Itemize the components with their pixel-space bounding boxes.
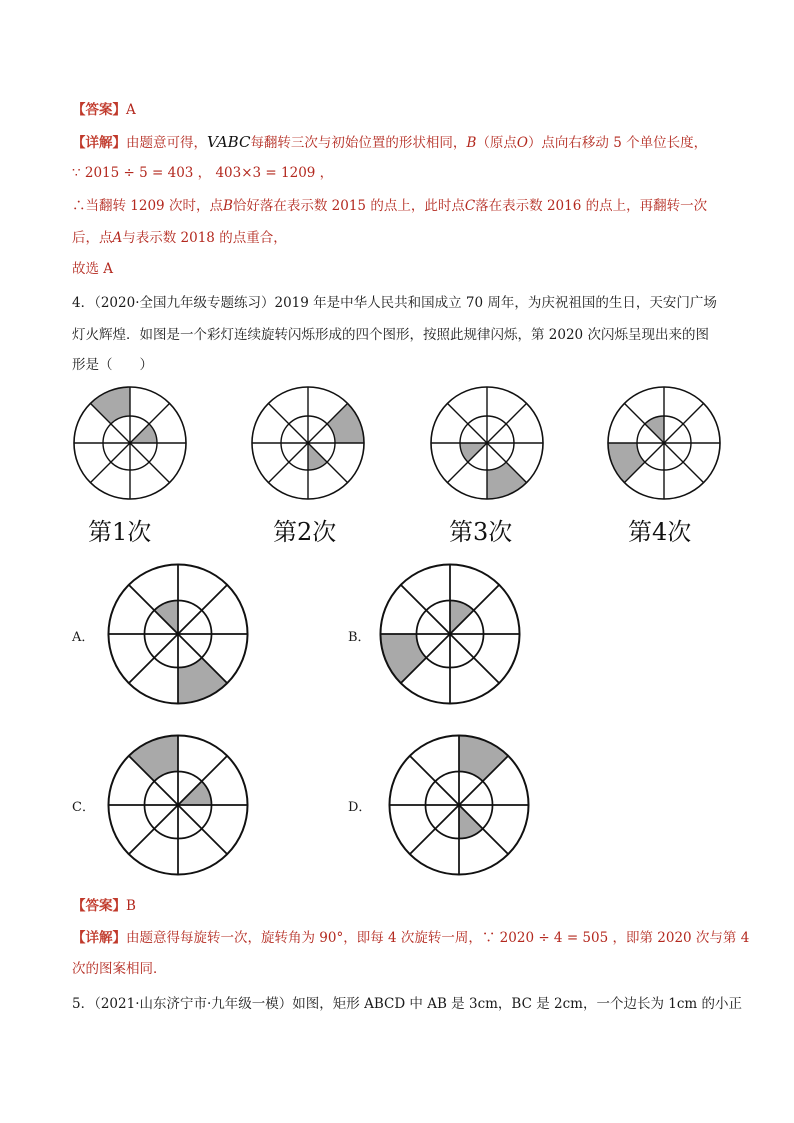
- detail-tag: 【详解】: [72, 135, 126, 151]
- option-c-label: C．: [72, 800, 95, 815]
- shaded-outer-sector: [487, 462, 527, 499]
- text: 由题意得每旋转一次，旋转角为 90°，即每 4 次旋转一周，∵ 2020 ÷ 4 = 505 ，即第 2020 次与第 4: [126, 930, 750, 946]
- option-d-wheel: [387, 733, 531, 877]
- text: ）点向右移动 5 个单位长度，: [527, 135, 708, 151]
- spoke-line: [129, 805, 178, 854]
- shaded-inner-sector: [178, 781, 212, 805]
- spoke-line: [664, 403, 704, 443]
- option-b-wheel: [378, 562, 522, 706]
- spoke-line: [664, 443, 704, 483]
- shaded-outer-sector: [90, 387, 130, 424]
- shaded-inner-sector: [645, 416, 664, 443]
- shaded-outer-sector: [380, 634, 426, 683]
- q3-detail-line-3: [72, 196, 707, 216]
- q3-detail-line-4: [72, 228, 287, 248]
- spoke-line: [401, 585, 450, 634]
- answer-value: B: [126, 898, 136, 914]
- triangle-abc: VABC: [207, 133, 251, 151]
- text: 与表示数 2018 的点重合，: [122, 230, 287, 246]
- answer-tag: 【答案】: [72, 102, 126, 118]
- spoke-line: [90, 443, 130, 483]
- text: 由题意可得，: [126, 135, 207, 151]
- text: ∴当翻转 1209 次时，点: [72, 198, 223, 214]
- shaded-inner-sector: [450, 600, 474, 634]
- q4-answer-line: [72, 896, 136, 916]
- spoke-line: [268, 443, 308, 483]
- shaded-outer-sector: [459, 735, 508, 781]
- shaded-outer-sector: [608, 443, 645, 483]
- q5-stem-line-1: 5．（2021·山东济宁市·九年级一模）如图，矩形 ABCD 中 AB 是 3cm，BC 是 2cm，一个边长为 1cm 的小正: [72, 996, 742, 1012]
- point-a: A: [112, 230, 123, 246]
- spoke-line: [129, 634, 178, 683]
- sequence-wheel-4: [606, 385, 722, 501]
- caption-3: 第3次: [449, 518, 513, 546]
- detail-tag: 【详解】: [72, 930, 126, 946]
- option-b-label: B．: [348, 630, 371, 645]
- spoke-line: [268, 403, 308, 443]
- spoke-line: [410, 805, 459, 854]
- sequence-wheel-2: [250, 385, 366, 501]
- spoke-line: [178, 585, 227, 634]
- shaded-inner-sector: [460, 443, 487, 462]
- text: 恰好落在表示数 2015 的点上，此时点: [232, 198, 465, 214]
- q3-answer-line: [72, 100, 136, 120]
- point-c: C: [464, 198, 476, 214]
- q4-stem-line-1: 4．（2020·全国九年级专题练习）2019 年是中华人民共和国成立 70 周年，为庆祝祖国的生日，天安门广场: [72, 295, 717, 311]
- caption-1: 第1次: [88, 518, 152, 546]
- caption-2: 第2次: [273, 518, 337, 546]
- text: 每翻转三次与初始位置的形状相同，: [250, 135, 467, 151]
- option-a-label: A．: [72, 630, 95, 645]
- shaded-outer-sector: [178, 658, 227, 704]
- text: 后，点: [72, 230, 113, 246]
- q4-stem-line-2: 灯火辉煌．如图是一个彩灯连续旋转闪烁形成的四个图形，按照此规律闪烁，第 2020 次闪烁呈现出来的图: [72, 327, 709, 343]
- text: 落在表示数 2016 的点上，再翻转一次: [475, 198, 708, 214]
- spoke-line: [450, 634, 499, 683]
- spoke-line: [447, 403, 487, 443]
- caption-4: 第4次: [628, 518, 692, 546]
- q3-conclusion: 故选 A: [72, 261, 114, 277]
- option-c-wheel: [106, 733, 250, 877]
- answer-value: A: [126, 102, 136, 118]
- point-b: B: [466, 135, 477, 151]
- shaded-inner-sector: [154, 600, 178, 634]
- spoke-line: [130, 443, 170, 483]
- shaded-inner-sector: [130, 424, 157, 443]
- q4-stem-line-3: 形是（ ）: [72, 357, 153, 373]
- point-b: B: [222, 198, 233, 214]
- spoke-line: [487, 403, 527, 443]
- answer-tag: 【答案】: [72, 898, 126, 914]
- point-o: O: [516, 135, 528, 151]
- text: （原点: [476, 135, 517, 151]
- option-d-label: D．: [348, 800, 372, 815]
- q4-detail-line-1: [72, 928, 749, 948]
- spoke-line: [178, 805, 227, 854]
- q3-detail-line-2: ∵ 2015 ÷ 5 = 403 ， 403×3 = 1209 ，: [72, 165, 334, 181]
- shaded-outer-sector: [327, 403, 364, 443]
- shaded-inner-sector: [308, 443, 327, 470]
- spoke-line: [410, 756, 459, 805]
- sequence-wheel-3: [429, 385, 545, 501]
- shaded-inner-sector: [459, 805, 483, 839]
- shaded-outer-sector: [129, 735, 178, 781]
- option-a-wheel: [106, 562, 250, 706]
- q4-detail-line-2: 次的图案相同．: [72, 961, 167, 977]
- sequence-wheel-1: [72, 385, 188, 501]
- q3-detail-line-1: [72, 132, 707, 153]
